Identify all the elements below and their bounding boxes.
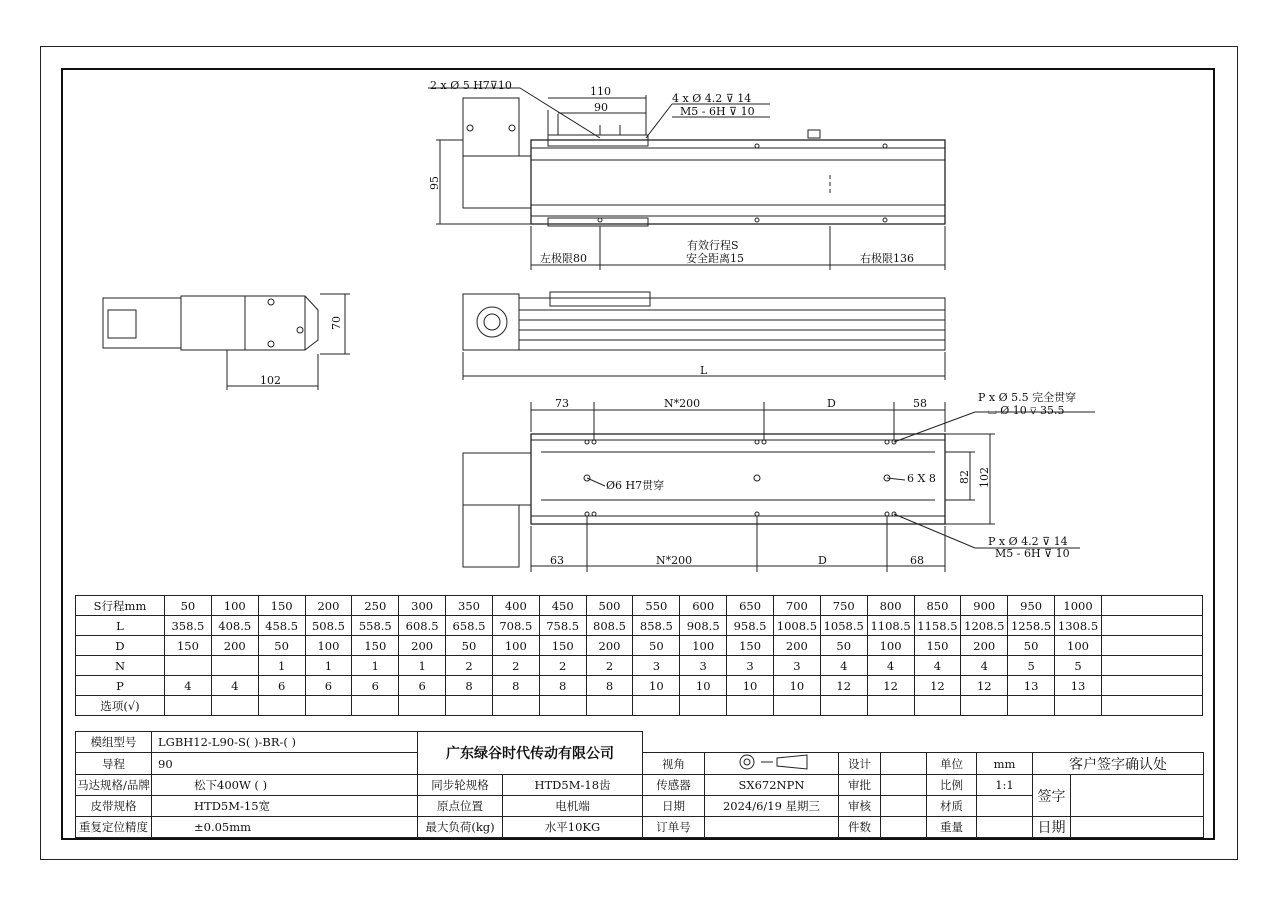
- spec-cell: 150: [352, 636, 399, 656]
- scale-value: 1:1: [977, 775, 1033, 796]
- lead-value: 90: [152, 753, 418, 775]
- spec-cell: 2: [539, 656, 586, 676]
- spec-cell: 500: [586, 596, 633, 616]
- option-checkbox-cell[interactable]: [633, 696, 680, 716]
- spec-cell: 4: [211, 676, 258, 696]
- pulley-value: HTD5M-18齿: [503, 775, 643, 796]
- dim-90: 90: [594, 101, 608, 114]
- spec-cell: 3: [633, 656, 680, 676]
- company-name: 广东绿谷时代传动有限公司: [418, 732, 643, 775]
- spec-cell: 12: [867, 676, 914, 696]
- spec-cell: 200: [399, 636, 446, 656]
- spec-cell: 2: [586, 656, 633, 676]
- sensor-label: 传感器: [643, 775, 705, 796]
- motor-value: 松下400W ( ): [152, 775, 418, 796]
- spec-cell: 250: [352, 596, 399, 616]
- dim-73: 73: [555, 397, 569, 410]
- dim-68: 68: [910, 554, 924, 567]
- order-label: 订单号: [643, 817, 705, 838]
- callout-pin: Ø6 H7贯穿: [606, 479, 665, 492]
- spec-cell: 13: [1055, 676, 1102, 696]
- spec-cell: 4: [165, 676, 212, 696]
- sign-label: 签字: [1033, 775, 1071, 817]
- spec-cell: 1208.5: [961, 616, 1008, 636]
- option-checkbox-cell[interactable]: [586, 696, 633, 716]
- spec-cell: 1108.5: [867, 616, 914, 636]
- dim-d-top: D: [827, 397, 836, 410]
- spec-cell: 3: [727, 656, 774, 676]
- spec-cell: 12: [961, 676, 1008, 696]
- dim-102-bottom: 102: [978, 467, 991, 488]
- spec-row: [76, 656, 1203, 676]
- safety-distance: 安全距离15: [686, 252, 744, 265]
- option-checkbox-cell[interactable]: [352, 696, 399, 716]
- spec-cell: 1158.5: [914, 616, 961, 636]
- motor-label: 马达规格/品牌: [76, 775, 152, 796]
- spec-cell: 908.5: [680, 616, 727, 636]
- option-checkbox-cell[interactable]: [492, 696, 539, 716]
- spec-cell: 100: [867, 636, 914, 656]
- spec-cell: 1: [399, 656, 446, 676]
- unit-value: mm: [977, 753, 1033, 775]
- spec-cell: 150: [165, 636, 212, 656]
- spec-cell: [1102, 676, 1203, 696]
- dim-95: 95: [428, 176, 441, 190]
- spec-row: [76, 636, 1203, 656]
- spec-cell: 400: [492, 596, 539, 616]
- load-value: 水平10KG: [503, 817, 643, 838]
- spec-cell: 50: [165, 596, 212, 616]
- spec-cell: 1: [305, 656, 352, 676]
- spec-cell: 12: [914, 676, 961, 696]
- spec-cell: 550: [633, 596, 680, 616]
- spec-cell: 50: [258, 636, 305, 656]
- spec-cell: 4: [820, 656, 867, 676]
- spec-cell: 508.5: [305, 616, 352, 636]
- spec-row-label: 选项(√): [76, 696, 165, 716]
- title-block: [75, 731, 1204, 838]
- callout-counterbore: ⌴ Ø 10 ⊽ 35.5: [988, 404, 1065, 417]
- spec-cell: 1058.5: [820, 616, 867, 636]
- spec-cell: 708.5: [492, 616, 539, 636]
- option-checkbox-cell[interactable]: [680, 696, 727, 716]
- review-label: 审核: [839, 796, 881, 817]
- spec-cell: 758.5: [539, 616, 586, 636]
- spec-cell: 1: [258, 656, 305, 676]
- spec-cell: 2: [492, 656, 539, 676]
- option-checkbox-cell[interactable]: [773, 696, 820, 716]
- spec-cell: 200: [586, 636, 633, 656]
- sign-box[interactable]: [1071, 775, 1204, 817]
- spec-cell: 950: [1008, 596, 1055, 616]
- spec-cell: 1: [352, 656, 399, 676]
- spec-cell: 4: [867, 656, 914, 676]
- spec-cell: 608.5: [399, 616, 446, 636]
- option-checkbox-cell[interactable]: [1008, 696, 1055, 716]
- spec-cell: 6: [399, 676, 446, 696]
- option-checkbox-cell[interactable]: [165, 696, 212, 716]
- unit-label: 单位: [927, 753, 977, 775]
- callout-slot: 6 X 8: [907, 472, 936, 485]
- dim-63: 63: [550, 554, 564, 567]
- spec-cell: 650: [727, 596, 774, 616]
- spec-cell: 1008.5: [773, 616, 820, 636]
- origin-value: 电机端: [503, 796, 643, 817]
- spec-cell: 3: [680, 656, 727, 676]
- spec-row-label: L: [76, 616, 165, 636]
- spec-row-label: P: [76, 676, 165, 696]
- customer-confirm: 客户签字确认处: [1033, 753, 1204, 775]
- callout-bottom-thread: M5 - 6H ⊽ 10: [995, 547, 1070, 560]
- repeat-label: 重复定位精度: [76, 817, 152, 838]
- spec-cell: 150: [727, 636, 774, 656]
- spec-cell: 10: [633, 676, 680, 696]
- spec-cell: 200: [211, 636, 258, 656]
- option-checkbox-cell[interactable]: [1055, 696, 1102, 716]
- option-checkbox-cell[interactable]: [258, 696, 305, 716]
- right-limit: 右极限136: [860, 252, 914, 265]
- spec-row: [76, 616, 1203, 636]
- model-label: 模组型号: [76, 732, 152, 753]
- spec-cell: 458.5: [258, 616, 305, 636]
- pulley-label: 同步轮规格: [418, 775, 503, 796]
- spec-cell: 100: [680, 636, 727, 656]
- spec-cell: 200: [305, 596, 352, 616]
- side-view: [103, 294, 350, 390]
- callout-tap-holes: 4 x Ø 4.2 ⊽ 14: [672, 92, 752, 105]
- spec-cell: 5: [1055, 656, 1102, 676]
- spec-row: [76, 676, 1203, 696]
- dim-L: L: [700, 364, 708, 377]
- spec-cell: 100: [492, 636, 539, 656]
- spec-cell: 6: [352, 676, 399, 696]
- spec-cell: [211, 656, 258, 676]
- spec-cell: 100: [305, 636, 352, 656]
- dim-82: 82: [958, 470, 971, 484]
- spec-cell: 850: [914, 596, 961, 616]
- spec-cell: 50: [820, 636, 867, 656]
- dim-58: 58: [913, 397, 927, 410]
- spec-cell: 8: [492, 676, 539, 696]
- spec-cell: 6: [305, 676, 352, 696]
- spec-cell: 1000: [1055, 596, 1102, 616]
- option-checkbox-cell[interactable]: [820, 696, 867, 716]
- spec-cell: 358.5: [165, 616, 212, 636]
- sensor-value: SX672NPN: [705, 775, 839, 796]
- spec-cell: 12: [820, 676, 867, 696]
- spec-table: [75, 595, 1203, 716]
- spec-cell: 450: [539, 596, 586, 616]
- origin-label: 原点位置: [418, 796, 503, 817]
- callout-dowel: 2 x Ø 5 H7⊽10: [430, 79, 512, 92]
- dim-n200-bottom: N*200: [656, 554, 693, 567]
- spec-cell: 4: [961, 656, 1008, 676]
- spec-row-label: S行程mm: [76, 596, 165, 616]
- dim-70: 70: [330, 316, 343, 330]
- spec-cell: 750: [820, 596, 867, 616]
- approve-label: 审批: [839, 775, 881, 796]
- effective-stroke: 有效行程S: [687, 239, 739, 252]
- spec-cell: [1102, 616, 1203, 636]
- spec-cell: 900: [961, 596, 1008, 616]
- spec-cell: 150: [539, 636, 586, 656]
- spec-cell: 200: [961, 636, 1008, 656]
- spec-cell: 600: [680, 596, 727, 616]
- option-checkbox-cell[interactable]: [914, 696, 961, 716]
- callout-thread: M5 - 6H ⊽ 10: [680, 105, 755, 118]
- spec-cell: [165, 656, 212, 676]
- option-checkbox-cell[interactable]: [305, 696, 352, 716]
- spec-cell: 150: [914, 636, 961, 656]
- spec-cell: 658.5: [446, 616, 493, 636]
- belt-value: HTD5M-15宽: [152, 796, 418, 817]
- option-checkbox-cell[interactable]: [1102, 696, 1203, 716]
- model-value: LGBH12-L90-S( )-BR-( ): [152, 732, 418, 753]
- callout-thru-holes: P x Ø 5.5 完全贯穿: [978, 391, 1077, 404]
- count-label: 件数: [839, 817, 881, 838]
- spec-cell: 800: [867, 596, 914, 616]
- callout-bottom-tap: P x Ø 4.2 ⊽ 14: [988, 535, 1068, 548]
- spec-cell: 50: [633, 636, 680, 656]
- spec-cell: 200: [773, 636, 820, 656]
- spec-cell: 8: [446, 676, 493, 696]
- dim-102-side: 102: [260, 374, 281, 387]
- spec-cell: 3: [773, 656, 820, 676]
- spec-cell: [1102, 636, 1203, 656]
- date-value: 2024/6/19 星期三: [705, 796, 839, 817]
- material-label: 材质: [927, 796, 977, 817]
- date-label: 日期: [643, 796, 705, 817]
- spec-cell: 2: [446, 656, 493, 676]
- option-checkbox-cell[interactable]: [399, 696, 446, 716]
- weight-label: 重量: [927, 817, 977, 838]
- spec-cell: 700: [773, 596, 820, 616]
- spec-cell: 5: [1008, 656, 1055, 676]
- spec-cell: 4: [914, 656, 961, 676]
- spec-cell: 300: [399, 596, 446, 616]
- spec-cell: 408.5: [211, 616, 258, 636]
- spec-cell: 808.5: [586, 616, 633, 636]
- date2-box[interactable]: [1071, 817, 1204, 838]
- date2-label: 日期: [1033, 817, 1071, 838]
- dim-110: 110: [590, 85, 611, 98]
- spec-cell: 1258.5: [1008, 616, 1055, 636]
- spec-cell: 100: [1055, 636, 1102, 656]
- spec-cell: 100: [211, 596, 258, 616]
- projection-symbol-icon: [727, 753, 817, 771]
- option-checkbox-cell[interactable]: [961, 696, 1008, 716]
- option-checkbox-cell[interactable]: [867, 696, 914, 716]
- spec-cell: [1102, 656, 1203, 676]
- spec-cell: 958.5: [727, 616, 774, 636]
- spec-cell: 1308.5: [1055, 616, 1102, 636]
- spec-cell: 558.5: [352, 616, 399, 636]
- spec-row: [76, 596, 1203, 616]
- spec-cell: 8: [586, 676, 633, 696]
- spec-cell: 150: [258, 596, 305, 616]
- scale-label: 比例: [927, 775, 977, 796]
- spec-cell: 10: [680, 676, 727, 696]
- spec-cell: [1102, 596, 1203, 616]
- lead-label: 导程: [76, 753, 152, 775]
- left-limit: 左极限80: [540, 252, 587, 265]
- option-checkbox-cell[interactable]: [727, 696, 774, 716]
- spec-row-label: D: [76, 636, 165, 656]
- option-checkbox-cell[interactable]: [446, 696, 493, 716]
- option-checkbox-cell[interactable]: [211, 696, 258, 716]
- view-label: 视角: [643, 753, 705, 775]
- spec-cell: 50: [446, 636, 493, 656]
- spec-cell: 50: [1008, 636, 1055, 656]
- spec-cell: 10: [727, 676, 774, 696]
- spec-cell: 858.5: [633, 616, 680, 636]
- belt-label: 皮带规格: [76, 796, 152, 817]
- spec-row: [76, 696, 1203, 716]
- spec-cell: 6: [258, 676, 305, 696]
- spec-row-label: N: [76, 656, 165, 676]
- design-label: 设计: [839, 753, 881, 775]
- dim-d-bottom: D: [818, 554, 827, 567]
- option-checkbox-cell[interactable]: [539, 696, 586, 716]
- projection-symbol: [705, 753, 839, 775]
- dim-n200-top: N*200: [664, 397, 701, 410]
- spec-cell: 8: [539, 676, 586, 696]
- spec-cell: 350: [446, 596, 493, 616]
- load-label: 最大负荷(kg): [418, 817, 503, 838]
- spec-cell: 13: [1008, 676, 1055, 696]
- spec-cell: 10: [773, 676, 820, 696]
- repeat-value: ±0.05mm: [152, 817, 418, 838]
